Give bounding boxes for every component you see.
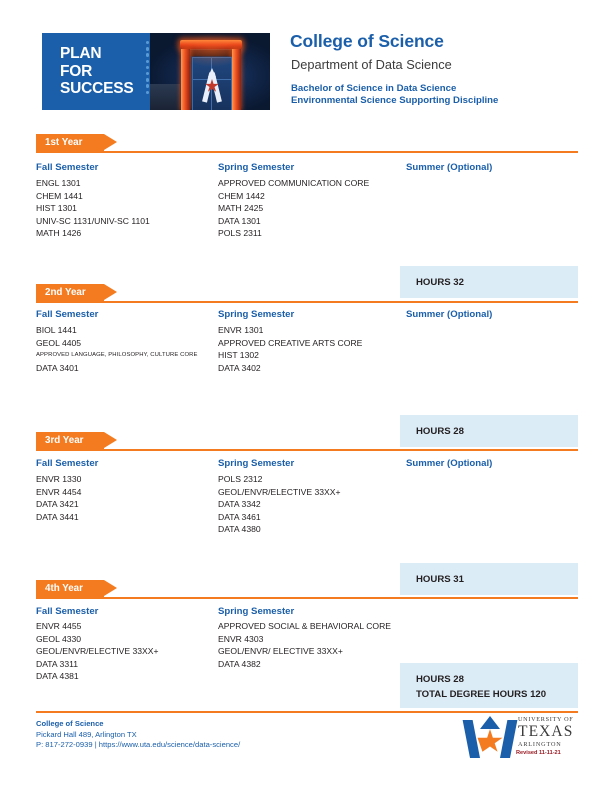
course-item: ENVR 4454 — [36, 486, 82, 497]
column-header-fall-year-3: Fall Semester — [36, 458, 99, 469]
degree-line-1: Bachelor of Science in Data Science — [291, 83, 457, 94]
course-item: HIST 1301 — [36, 203, 77, 214]
course-list-fall-year-2 — [36, 324, 198, 374]
year-tab-arrow — [104, 134, 117, 150]
course-list-spring-year-4 — [218, 620, 391, 670]
degree-line-2: Environmental Science Supporting Discipline — [291, 94, 499, 106]
uta-wordmark-line-3: ARLINGTON — [518, 741, 562, 748]
plan-for-success-banner — [42, 33, 270, 110]
column-header-fall-year-4: Fall Semester — [36, 606, 99, 617]
column-header-summer-year-1: Summer (Optional) — [406, 162, 493, 173]
year-tab-2 — [36, 284, 104, 301]
page-header — [0, 0, 612, 120]
course-item: POLS 2312 — [218, 474, 263, 484]
page-title: College of Science — [290, 31, 444, 51]
course-item: DATA 1301 — [218, 215, 261, 226]
banner-title-line-1: PLAN — [60, 45, 102, 62]
course-item: ENVR 1330 — [36, 474, 82, 484]
course-item: DATA 3421 — [36, 499, 79, 510]
course-item: MATH 1426 — [36, 228, 82, 239]
photo-glow-overlay — [150, 33, 270, 110]
year-tab-arrow — [104, 432, 117, 448]
hours-value: HOURS 31 — [416, 574, 464, 585]
course-item: ENVR 4455 — [36, 621, 82, 631]
course-item: ENVR 1301 — [218, 325, 264, 335]
campus-archway-photo — [150, 33, 270, 110]
course-item: POLS 2311 — [218, 228, 262, 239]
year-divider-4 — [36, 597, 578, 599]
footer-divider — [36, 711, 578, 713]
hours-summary-year-3 — [400, 563, 578, 595]
year-tab-3 — [36, 432, 104, 449]
year-tab-label: 2nd Year — [45, 287, 86, 298]
footer-contact — [36, 719, 240, 751]
column-header-fall-year-1: Fall Semester — [36, 162, 99, 173]
course-list-spring-year-1 — [218, 177, 369, 240]
course-item: DATA 4380 — [218, 524, 261, 535]
footer-contact-line — [36, 740, 240, 751]
year-divider-3 — [36, 449, 578, 451]
logo-a-apex — [480, 716, 500, 729]
course-item: ENGL 1301 — [36, 178, 81, 188]
course-item: GEOL/ENVR/ ELECTIVE 33XX+ — [218, 646, 343, 657]
hours-value: HOURS 28 — [416, 426, 464, 437]
course-item: GEOL 4330 — [36, 633, 82, 644]
year-tab-label: 1st Year — [45, 137, 83, 148]
course-item: DATA 3311 — [36, 658, 79, 669]
course-item: DATA 3401 — [36, 362, 79, 373]
year-divider-1 — [36, 151, 578, 153]
course-list-spring-year-3 — [218, 473, 341, 536]
column-header-fall-year-2: Fall Semester — [36, 309, 99, 320]
hours-value: HOURS 28 — [416, 674, 464, 685]
course-item: DATA 3402 — [218, 362, 261, 373]
year-tab-label: 4th Year — [45, 583, 83, 594]
course-item: GEOL/ENVR/ELECTIVE 33XX+ — [218, 486, 341, 497]
logo-a-leg-right — [500, 720, 517, 758]
footer-college: College of Science — [36, 719, 104, 728]
course-item: UNIV-SC 1131/UNIV-SC 1101 — [36, 215, 150, 226]
course-item: DATA 4382 — [218, 658, 261, 669]
course-item: APPROVED SOCIAL & BEHAVIORAL CORE — [218, 621, 392, 631]
footer-separator: | — [92, 740, 99, 750]
total-degree-hours: TOTAL DEGREE HOURS 120 — [416, 689, 547, 700]
column-header-spring-year-2: Spring Semester — [218, 309, 295, 320]
uta-wordmark — [518, 716, 580, 748]
course-item: HIST 1302 — [218, 350, 259, 361]
course-list-fall-year-3 — [36, 473, 81, 523]
course-item: CHEM 1441 — [36, 190, 83, 201]
year-tab-label: 3rd Year — [45, 435, 84, 446]
hours-summary-year-1 — [400, 266, 578, 298]
logo-a-leg-left — [463, 720, 480, 758]
uta-wordmark-line-1: UNIVERSITY OF — [518, 716, 574, 723]
column-header-spring-year-1: Spring Semester — [218, 162, 295, 173]
revised-date: Revised 11-11-21 — [516, 750, 561, 756]
course-item: DATA 3441 — [36, 511, 79, 522]
footer-address: Pickard Hall 489, Arlington TX — [36, 729, 137, 739]
course-item: BIOL 1441 — [36, 325, 77, 335]
course-item: DATA 4381 — [36, 671, 79, 682]
banner-title-line-3: SUCCESS — [60, 80, 134, 97]
banner-title-line-2: FOR — [60, 62, 93, 80]
course-item: APPROVED COMMUNICATION CORE — [218, 178, 370, 188]
hours-summary-year-2 — [400, 415, 578, 447]
column-header-summer-year-2: Summer (Optional) — [406, 309, 493, 320]
year-tab-1 — [36, 134, 104, 151]
logo-star-icon — [477, 729, 503, 754]
column-header-spring-year-4: Spring Semester — [218, 606, 295, 617]
year-tab-arrow — [104, 580, 117, 596]
course-item: GEOL 4405 — [36, 337, 82, 348]
column-header-spring-year-3: Spring Semester — [218, 458, 295, 469]
course-item: DATA 3342 — [218, 499, 261, 510]
uta-wordmark-line-2: TEXAS — [518, 723, 574, 740]
course-item: DATA 3461 — [218, 511, 261, 522]
course-item: APPROVED CREATIVE ARTS CORE — [218, 337, 363, 348]
course-item: GEOL/ENVR/ELECTIVE 33XX+ — [36, 646, 159, 657]
course-list-spring-year-2 — [218, 324, 362, 374]
uta-a-logo-icon — [468, 716, 512, 758]
banner-title — [60, 45, 134, 98]
course-item: ENVR 4303 — [218, 633, 264, 644]
column-header-summer-year-3: Summer (Optional) — [406, 458, 493, 469]
course-list-fall-year-1 — [36, 177, 150, 240]
year-tab-4 — [36, 580, 104, 597]
course-item: APPROVED LANGUAGE, PHILOSOPHY, CULTURE CORE — [36, 352, 198, 359]
department-subtitle: Department of Data Science — [291, 57, 452, 72]
course-item: CHEM 1442 — [218, 190, 265, 201]
year-tab-arrow — [104, 284, 117, 300]
footer-website-link[interactable]: https://www.uta.edu/science/data-science/ — [98, 740, 241, 750]
hours-value: HOURS 32 — [416, 277, 464, 288]
footer-phone: P: 817-272-0939 — [36, 740, 93, 750]
hours-summary-year-4 — [400, 663, 578, 708]
course-list-fall-year-4 — [36, 620, 159, 683]
degree-title — [291, 83, 498, 106]
course-item: MATH 2425 — [218, 203, 264, 214]
year-divider-2 — [36, 301, 578, 303]
